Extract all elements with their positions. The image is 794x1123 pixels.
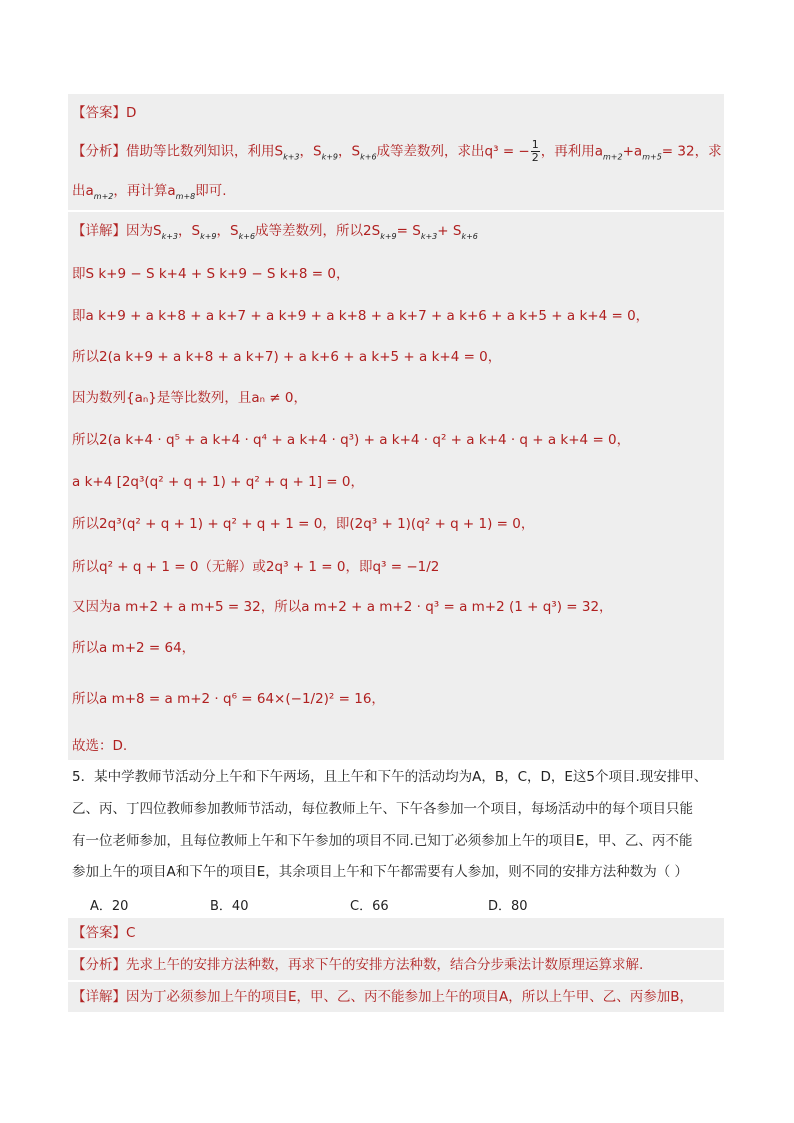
detail-text: + S [437,223,462,239]
analysis-text: 借助等比数列知识，利用S [126,143,284,160]
analysis-text: 成等差数列，求出q³ = − [376,143,530,160]
q4-step: 所以q² + q + 1 = 0（无解）或2q³ + 1 = 0，即q³ = −1/2 [72,559,440,575]
detail-tag: 【详解】 [72,223,126,239]
detail-text: ，S [178,223,201,239]
q4-analysis-line-1: 【分析】借助等比数列知识，利用$S_{k+3}$，$S_{k+9}$，$S_{k+6}$成等差数列，求出q³ = − $\frac{1}{2}$ ，再利用$a_{m+2}+a_{m+5}= 32$，求 [72,138,722,164]
answer-value: C [126,925,136,941]
analysis-text: 先求上午的安排方法种数，再求下午的安排方法种数，结合分步乘法计数原理运算求解. [126,957,644,973]
analysis-text: +a [622,143,643,160]
analysis-text: 即可. [195,183,227,199]
analysis-text: ，再计算a [113,183,176,199]
answer-tag: 【答案】 [72,105,126,121]
detail-text: 成等差数列，所以2S [255,223,381,239]
q5-detail-line [72,988,724,1006]
q4-step: a k+4 [2q³(q² + q + 1) + q² + q + 1] = 0， [72,474,364,490]
detail-text: 因为丁必须参加上午的项目E，甲、乙、丙不能参加上午的项目A，所以上午甲、乙、丙参加B， [126,989,694,1005]
option-b: B．40 [210,899,249,914]
answer-value: D [126,105,137,121]
analysis-text: = 32，求 [661,143,722,160]
q4-detail-line-1: 【详解】因为$S_{k+3}$，$S_{k+9}$，$S_{k+6}$成等差数列，所以$2S_{k+9}= S_{k+3}+ S_{k+6}$ [72,223,478,241]
detail-text: 因为S [126,223,162,239]
analysis-text: ，S [299,143,322,160]
analysis-text: ，S [338,143,361,160]
q4-conclusion: 故选：D. [72,738,128,754]
detail-text: ，S [216,223,239,239]
q4-step: 所以a m+8 = a m+2 · q⁶ = 64×(−1/2)² = 16， [72,691,385,707]
option-c: C．66 [350,899,389,914]
q4-answer-line [72,104,724,122]
analysis-text: 出a [72,183,94,199]
q4-analysis-line-2: 出$a_{m+2}$，再计算$a_{m+8}$即可. [72,183,227,201]
q4-step: 所以2(a k+9 + a k+8 + a k+7) + a k+6 + a k+5 + a k+4 = 0， [72,349,502,365]
analysis-tag: 【分析】 [72,143,126,160]
q4-step: 即a k+9 + a k+8 + a k+7 + a k+9 + a k+8 + a k+7 + a k+6 + a k+5 + a k+4 = 0， [72,308,650,324]
q4-step: 所以a m+2 = 64， [72,640,196,656]
fraction: $\frac{1}{2}$ [531,138,539,164]
analysis-text: ，再利用a [540,143,604,160]
q4-step: 所以2q³(q² + q + 1) + q² + q + 1 = 0，即(2q³ + 1)(q² + q + 1) = 0， [72,516,535,532]
analysis-tag: 【分析】 [72,957,126,973]
option-d: D．80 [488,899,528,914]
q5-stem-line: 参加上午的项目A和下午的项目E，其余项目上午和下午都需要有人参加，则不同的安排方法种数为（ ） [72,864,689,880]
q5-stem-line: 有一位老师参加，且每位教师上午和下午参加的项目不同.已知丁必须参加上午的项目E，甲、乙、丙不能 [72,833,693,849]
q5-stem-line: 乙、丙、丁四位教师参加教师节活动，每位教师上午、下午各参加一个项目，每场活动中的每个项目只能 [72,801,693,817]
detail-tag: 【详解】 [72,989,126,1005]
q5-answer-line [72,924,724,942]
q5-stem-line: 5．某中学教师节活动分上午和下午两场，且上午和下午的活动均为A，B，C，D，E这5个项目.现安排甲、 [72,769,708,785]
q4-step: 又因为a m+2 + a m+5 = 32，所以a m+2 + a m+2 · q³ = a m+2 (1 + q³) = 32， [72,599,613,615]
option-a: A．20 [90,899,129,914]
q4-step: 所以2(a k+4 · q⁵ + a k+4 · q⁴ + a k+4 · q³) + a k+4 · q² + a k+4 · q + a k+4 = 0， [72,432,631,448]
answer-tag: 【答案】 [72,925,126,941]
q4-step: 即S k+9 − S k+4 + S k+9 − S k+8 = 0， [72,266,350,282]
q5-analysis-line [72,956,724,974]
detail-text: = S [396,223,421,239]
q4-step: 因为数列{aₙ}是等比数列，且aₙ ≠ 0， [72,390,307,406]
